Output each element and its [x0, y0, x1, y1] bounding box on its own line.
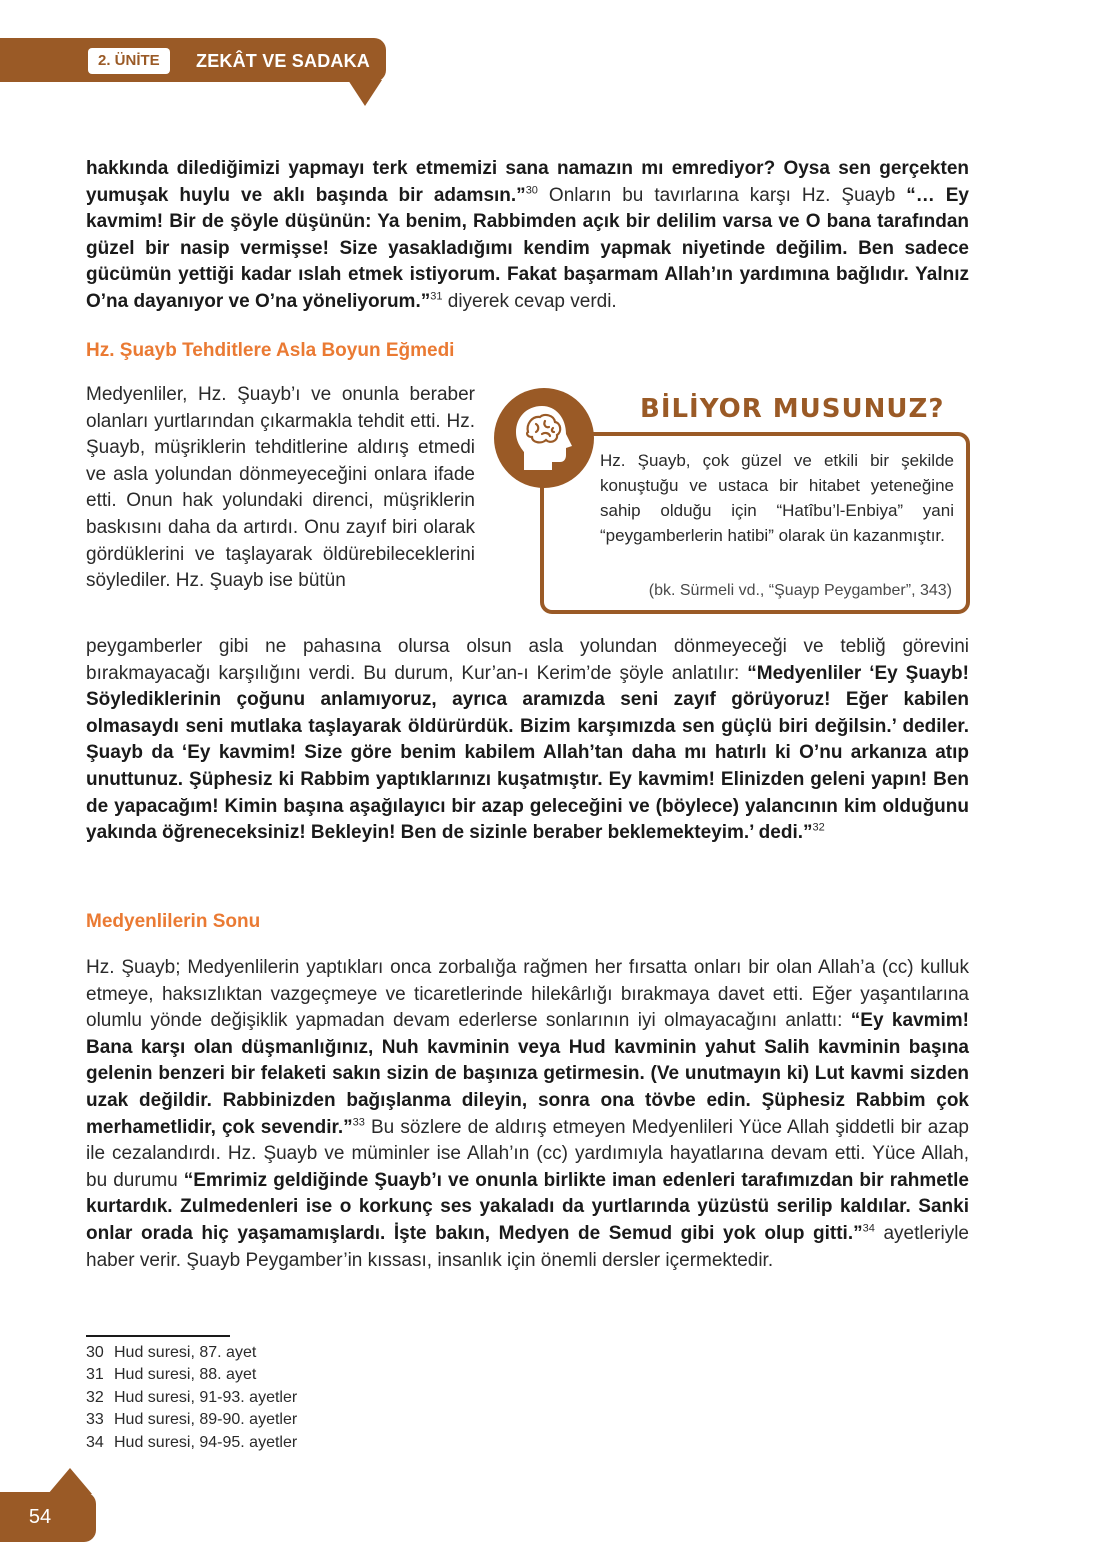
page-tab-tip [48, 1468, 92, 1494]
did-you-know-title: BİLİYOR MUSUNUZ? [640, 394, 945, 424]
footnote-text: Hud suresi, 94-95. ayetler [114, 1433, 298, 1451]
paragraph-2-continued [86, 634, 969, 847]
footnote-text: Hud suresi, 89-90. ayetler [114, 1411, 298, 1429]
footnote-divider [86, 1335, 230, 1337]
footnote-ref: 31 [430, 290, 443, 303]
footnotes [86, 1342, 297, 1454]
quote-bold: “Ey kavmim! Bana karşı olan düşmanlığınız, Nuh kavminin veya Hud kavminin yahut Salih kavminin başına gelenin benzeri bir felaketi sakın sizin de başınıza getirmesin. (Ve unutmayın ki) Lut kavmi sizden uzak değildir. Rabbinizden bağışlanma dileyin, sonra ona tövbe edin. Şüphesiz Rabbim çok merhametlidir, çok sevendir.” [86, 1010, 969, 1138]
footnote-item [86, 1409, 297, 1431]
did-you-know-badge [494, 388, 594, 488]
quote-bold: “Emrimiz geldiğinde Şuayb’ı ve onunla birlikte iman edenleri tarafımızdan bir rahmetle kurtardık. Zulmedenleri ise o korkunç ses yakaladı da yurtlarında yüzüstü serilip kaldılar. Sanki onlar orada hiç yaşamamışlardı. İşte bakın, Medyen de Semud gibi yok olup gitti.” [86, 1169, 969, 1244]
footnote-number: 30 [86, 1344, 104, 1361]
body-text: Hz. Şuayb; Medyenlilerin yaptıkları onca zorbalığa rağmen her fırsatta onları bir olan Allah’a (cc) kulluk etmeye, haksızlıktan vazgeçmeye ve ticaretlerinde hilekârlığı bırakmaya davet etti. Eğer yaşantılarına olumlu yönde değişiklik yapmadan devam ederlerse sonlarının iyi olmayacağını anlattı: [86, 957, 969, 1032]
body-text: diyerek cevap verdi. [442, 290, 617, 312]
body-text: Bu sözlere de aldırış etmeyen Medyenlileri Yüce Allah şiddetli bir azap ile cezalandırdı. Hz. Şuayb ve müminler ise Allah’ın (cc) yardımıyla hayatlarına devam etti. Yüce Allah, bu durumu [86, 1116, 969, 1191]
footnote-number: 34 [86, 1433, 104, 1451]
paragraph-1 [86, 156, 969, 316]
footnote-ref: 34 [862, 1222, 875, 1235]
did-you-know-text: Hz. Şuayb, çok güzel ve etkili bir şekilde konuştuğu ve ustaca bir hitabet yeteneğine sahip olduğu için “Hatîbu’l-Enbiya” yani “peygamberlerin hatibi” olarak ün kazanmıştır. [600, 451, 954, 545]
unit-title: ZEKÂT VE SADAKA [196, 51, 371, 71]
footnote-text: Hud suresi, 91-93. ayetler [114, 1388, 298, 1406]
quote-bold: hakkında dilediğimizi yapmayı terk etmemizi sana namazın mı emrediyor? Oysa sen gerçekten yumuşak huylu ve aklı başında bir adamsın.” [86, 158, 969, 206]
section-heading: Medyenlilerin Sonu [86, 911, 261, 932]
footnote-ref: 30 [525, 184, 538, 197]
did-you-know-citation: (bk. Sürmeli vd., “Şuayp Peygamber”, 343) [648, 582, 952, 599]
footnote-number: 32 [86, 1388, 104, 1406]
head-brain-icon [512, 402, 576, 474]
footnote-item [86, 1364, 297, 1386]
section-heading: Hz. Şuayb Tehditlere Asla Boyun Eğmedi [86, 340, 455, 361]
footnote-item [86, 1342, 297, 1364]
footnote-item [86, 1432, 297, 1454]
footnote-ref: 32 [812, 821, 825, 834]
footnote-item [86, 1387, 297, 1409]
quote-bold: “… Ey kavmim! Bir de şöyle düşünün: Ya benim, Rabbimden açık bir delilim varsa ve O bana tarafından güzel bir nasip vermişse! Size yasakladığımı kendim yapmak niyetinde değilim. Ben sadece gücümün yettiği kadar ıslah etmek istiyorum. Fakat başarmam Allah’ın yardımına bağlıdır. Yalnız O’na dayanıyor ve O’na yöneliyorum.” [86, 184, 969, 312]
body-text: ayetleriyle haber verir. Şuayb Peygamber’in kıssası, insanlık için önemli dersler içermektedir. [86, 1222, 969, 1271]
unit-banner-tail [348, 80, 382, 106]
page-number: 54 [28, 1506, 52, 1528]
paragraph-3 [86, 955, 969, 1274]
footnote-text: Hud suresi, 87. ayet [114, 1344, 257, 1361]
paragraph-2-column: Medyenliler, Hz. Şuayb’ı ve onunla beraber olanları yurtlarından çıkarmakla tehdit etti. Hz. Şuayb, müşriklerin tehditlerine aldırış etmedi ve asla yolundan dönmeyeceğini onlara ifade etti. Onun hak yolundaki direnci, müşriklerin baskısını daha da artırdı. Onu zayıf biri olarak gördüklerini ve taşlayarak öldürebileceklerini söylediler. Hz. Şuayb ise bütün [86, 384, 475, 592]
footnote-text: Hud suresi, 88. ayet [114, 1366, 257, 1384]
body-text: peygamberler gibi ne pahasına olursa olsun asla yolundan dönmeyeceği ve tebliğ görevini bırakmayacağı karşılığını verdi. Bu durum, Kur’an-ı Kerim’de şöyle anlatılır: [86, 636, 969, 684]
footnote-ref: 33 [352, 1116, 365, 1129]
footnote-number: 31 [86, 1366, 104, 1384]
body-text: Onların bu tavırlarına karşı Hz. Şuayb [537, 184, 907, 206]
footnote-number: 33 [86, 1411, 104, 1429]
quote-bold: “Medyenliler ‘Ey Şuayb! Söylediklerinin çoğunu anlamıyoruz, ayrıca aramızda seni zayıf görüyoruz! Eğer kabilen olmasaydı seni mutlaka taşlayarak öldürürdük. Bizim karşımızda sen güçlü biri değilsin.’ dediler. Şuayb da ‘Ey kavmim! Size göre benim kabilem Allah’tan daha mı hatırlı ki O’nu arkanıza atıp unuttunuz. Şüphesiz ki Rabbim yaptıklarınızı kuşatmıştır. Ey kavmim! Elinizden geleni yapın! Ben de yapacağım! Kimin başına aşağılayıcı bir azap geleceğini ve (böylece) yalancının kim olduğunu yakında öğreneceksiniz! Bekleyin! Ben de sizinle beraber beklemekteyim.’ dedi.” [86, 662, 969, 844]
unit-label: 2. ÜNİTE [88, 48, 170, 74]
